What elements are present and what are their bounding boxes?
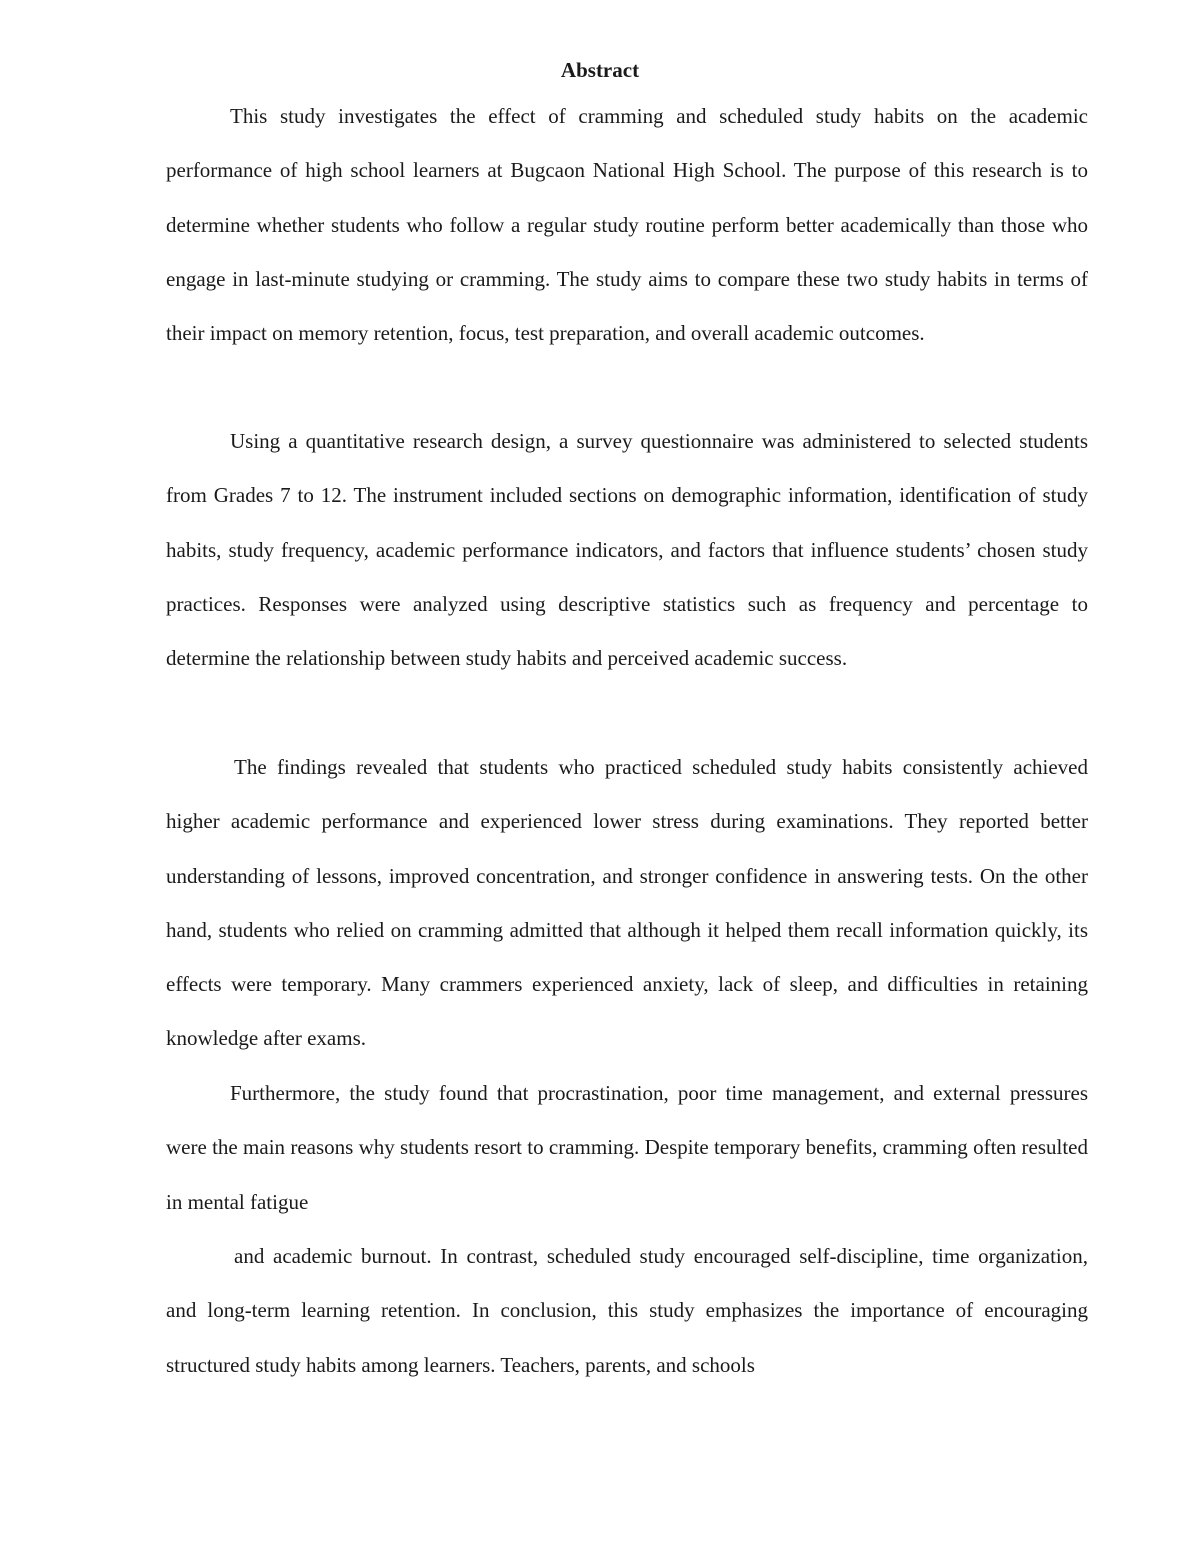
abstract-heading: Abstract <box>560 58 640 82</box>
abstract-paragraph-2: Using a quantitative research design, a survey questionnaire was administered to selected students from Grades 7 to 12. The instrument included sections on demographic information, identification of study habits, study frequency, academic performance indicators, and factors that influence students’ chosen study practices. Responses were analyzed using descriptive statistics such as frequency and percentage to determine the relationship between study habits and perceived academic success. <box>166 429 1088 671</box>
abstract-paragraph-1: This study investigates the effect of cramming and scheduled study habits on the academic performance of high school learners at Bugcaon National High School. The purpose of this research is to determine whether students who follow a regular study routine perform better academically than those who engage in last-minute studying or cramming. The study aims to compare these two study habits in terms of their impact on memory retention, focus, test preparation, and overall academic outcomes. <box>166 104 1088 346</box>
abstract-paragraph-4: Furthermore, the study found that procrastination, poor time management, and external pressures were the main reasons why students resort to cramming. Despite temporary benefits, cramming often resulted in mental fatigue <box>166 1081 1088 1214</box>
abstract-paragraph-3: The findings revealed that students who practiced scheduled study habits consistently achieved higher academic performance and experienced lower stress during examinations. They reported better understanding of lessons, improved concentration, and stronger confidence in answering tests. On the other hand, students who relied on cramming admitted that although it helped them recall information quickly, its effects were temporary. Many crammers experienced anxiety, lack of sleep, and difficulties in retaining knowledge after exams. <box>166 755 1088 1051</box>
abstract-paragraph-5: and academic burnout. In contrast, scheduled study encouraged self-discipline, time organization, and long-term learning retention. In conclusion, this study emphasizes the importance of encouraging structured study habits among learners. Teachers, parents, and schools <box>166 1244 1088 1377</box>
